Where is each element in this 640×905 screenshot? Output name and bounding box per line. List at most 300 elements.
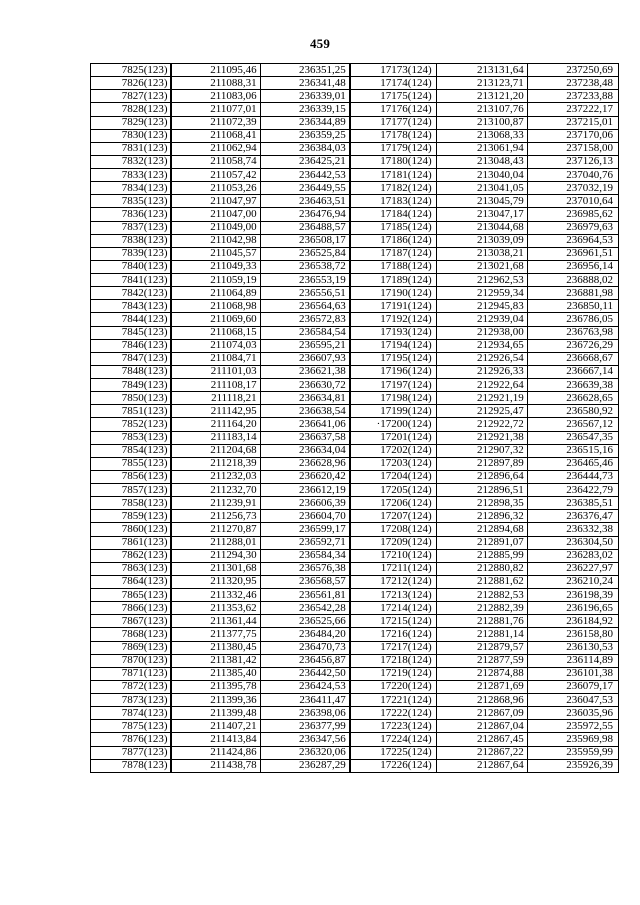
right-x-coordinate-cell: 212926,54: [436, 352, 527, 365]
left-y-coordinate-cell: 236607,93: [260, 352, 350, 365]
left-x-coordinate-cell: 211377,75: [171, 628, 261, 641]
table-row: [91, 103, 619, 116]
right-point-id-cell: 17215(124): [350, 615, 436, 628]
right-y-coordinate-cell: 236130,53: [527, 641, 618, 654]
left-x-coordinate-cell: 211047,97: [171, 195, 261, 208]
left-x-coordinate-cell: 211288,01: [171, 536, 261, 549]
left-y-coordinate-cell: 236604,70: [260, 510, 350, 523]
left-point-id-cell: 7835(123): [91, 195, 171, 208]
table-row: [91, 589, 619, 602]
left-y-coordinate-cell: 236538,72: [260, 260, 350, 273]
right-point-id-cell: 17186(124): [350, 234, 436, 247]
right-x-coordinate-cell: 212922,64: [436, 379, 527, 392]
left-x-coordinate-cell: 211353,62: [171, 602, 261, 615]
right-point-id-cell: 17188(124): [350, 260, 436, 273]
left-x-coordinate-cell: 211270,87: [171, 523, 261, 536]
right-y-coordinate-cell: 237233,88: [527, 90, 618, 103]
table-row: [91, 457, 619, 470]
right-point-id-cell: 17201(124): [350, 431, 436, 444]
right-y-coordinate-cell: 237170,06: [527, 129, 618, 142]
left-y-coordinate-cell: 236463,51: [260, 195, 350, 208]
right-x-coordinate-cell: 212896,64: [436, 470, 527, 483]
left-y-coordinate-cell: 236476,94: [260, 208, 350, 221]
left-x-coordinate-cell: 211077,01: [171, 103, 261, 116]
left-point-id-cell: 7862(123): [91, 549, 171, 562]
right-point-id-cell: 17195(124): [350, 352, 436, 365]
left-x-coordinate-cell: 211183,14: [171, 431, 261, 444]
right-y-coordinate-cell: 236888,02: [527, 274, 618, 287]
right-point-id-cell: 17209(124): [350, 536, 436, 549]
table-row: [91, 536, 619, 549]
table-row: [91, 64, 619, 77]
left-x-coordinate-cell: 211053,26: [171, 182, 261, 195]
right-x-coordinate-cell: 212879,57: [436, 641, 527, 654]
table-row: [91, 549, 619, 562]
right-point-id-cell: 17202(124): [350, 444, 436, 457]
left-y-coordinate-cell: 236488,57: [260, 221, 350, 234]
left-x-coordinate-cell: 211301,68: [171, 562, 261, 575]
table-row: [91, 169, 619, 182]
left-x-coordinate-cell: 211380,45: [171, 641, 261, 654]
table-row: [91, 562, 619, 575]
right-y-coordinate-cell: 236198,39: [527, 589, 618, 602]
left-x-coordinate-cell: 211424,86: [171, 746, 261, 759]
left-point-id-cell: 7864(123): [91, 575, 171, 588]
right-x-coordinate-cell: 212894,68: [436, 523, 527, 536]
left-x-coordinate-cell: 211049,00: [171, 221, 261, 234]
table-row: [91, 313, 619, 326]
left-y-coordinate-cell: 236561,81: [260, 589, 350, 602]
right-x-coordinate-cell: 213041,05: [436, 182, 527, 195]
right-point-id-cell: 17207(124): [350, 510, 436, 523]
right-x-coordinate-cell: 212898,35: [436, 497, 527, 510]
left-x-coordinate-cell: 211062,94: [171, 142, 261, 155]
right-point-id-cell: 17220(124): [350, 680, 436, 693]
right-x-coordinate-cell: 212882,39: [436, 602, 527, 615]
left-y-coordinate-cell: 236456,87: [260, 654, 350, 667]
right-y-coordinate-cell: 235972,55: [527, 720, 618, 733]
right-point-id-cell: 17217(124): [350, 641, 436, 654]
right-y-coordinate-cell: 235926,39: [527, 759, 618, 772]
left-y-coordinate-cell: 236637,58: [260, 431, 350, 444]
left-point-id-cell: 7856(123): [91, 470, 171, 483]
left-point-id-cell: 7857(123): [91, 484, 171, 497]
right-x-coordinate-cell: 213100,87: [436, 116, 527, 129]
left-y-coordinate-cell: 236620,42: [260, 470, 350, 483]
right-y-coordinate-cell: 237222,17: [527, 103, 618, 116]
right-point-id-cell: 17178(124): [350, 129, 436, 142]
left-y-coordinate-cell: 236606,39: [260, 497, 350, 510]
table-row: [91, 602, 619, 615]
left-point-id-cell: 7839(123): [91, 247, 171, 260]
left-x-coordinate-cell: 211218,39: [171, 457, 261, 470]
left-point-id-cell: 7877(123): [91, 746, 171, 759]
table-row: [91, 615, 619, 628]
table-row: [91, 497, 619, 510]
right-x-coordinate-cell: 213048,43: [436, 155, 527, 168]
left-point-id-cell: 7878(123): [91, 759, 171, 772]
left-point-id-cell: 7865(123): [91, 589, 171, 602]
right-point-id-cell: 17199(124): [350, 405, 436, 418]
table-row: [91, 77, 619, 90]
left-point-id-cell: 7859(123): [91, 510, 171, 523]
left-x-coordinate-cell: 211068,98: [171, 300, 261, 313]
left-y-coordinate-cell: 236542,28: [260, 602, 350, 615]
right-point-id-cell: 17196(124): [350, 365, 436, 378]
left-x-coordinate-cell: 211332,46: [171, 589, 261, 602]
right-y-coordinate-cell: 237238,48: [527, 77, 618, 90]
right-x-coordinate-cell: 212962,53: [436, 274, 527, 287]
right-x-coordinate-cell: 212907,32: [436, 444, 527, 457]
left-x-coordinate-cell: 211232,03: [171, 470, 261, 483]
table-row: [91, 680, 619, 693]
right-x-coordinate-cell: 213040,04: [436, 169, 527, 182]
right-y-coordinate-cell: 236964,53: [527, 234, 618, 247]
right-y-coordinate-cell: 236227,97: [527, 562, 618, 575]
table-row: [91, 142, 619, 155]
right-y-coordinate-cell: 236850,11: [527, 300, 618, 313]
right-y-coordinate-cell: 236184,92: [527, 615, 618, 628]
left-x-coordinate-cell: 211232,70: [171, 484, 261, 497]
left-y-coordinate-cell: 236442,53: [260, 169, 350, 182]
right-x-coordinate-cell: 212877,59: [436, 654, 527, 667]
right-x-coordinate-cell: 213021,68: [436, 260, 527, 273]
right-y-coordinate-cell: 236726,29: [527, 339, 618, 352]
left-point-id-cell: 7866(123): [91, 602, 171, 615]
left-point-id-cell: 7850(123): [91, 392, 171, 405]
left-point-id-cell: 7873(123): [91, 694, 171, 707]
left-y-coordinate-cell: 236628,96: [260, 457, 350, 470]
right-point-id-cell: 17180(124): [350, 155, 436, 168]
left-y-coordinate-cell: 236359,25: [260, 129, 350, 142]
left-y-coordinate-cell: 236449,55: [260, 182, 350, 195]
left-point-id-cell: 7861(123): [91, 536, 171, 549]
table-row: [91, 182, 619, 195]
left-point-id-cell: 7840(123): [91, 260, 171, 273]
right-point-id-cell: 17226(124): [350, 759, 436, 772]
left-x-coordinate-cell: 211057,42: [171, 169, 261, 182]
table-row: [91, 641, 619, 654]
left-y-coordinate-cell: 236287,29: [260, 759, 350, 772]
right-y-coordinate-cell: 236639,38: [527, 379, 618, 392]
left-x-coordinate-cell: 211047,00: [171, 208, 261, 221]
table-row: [91, 733, 619, 746]
left-point-id-cell: 7847(123): [91, 352, 171, 365]
left-point-id-cell: 7875(123): [91, 720, 171, 733]
right-point-id-cell: 17210(124): [350, 549, 436, 562]
right-x-coordinate-cell: 212938,00: [436, 326, 527, 339]
table-row: [91, 274, 619, 287]
left-point-id-cell: 7870(123): [91, 654, 171, 667]
right-y-coordinate-cell: 236667,14: [527, 365, 618, 378]
left-x-coordinate-cell: 211361,44: [171, 615, 261, 628]
table-row: [91, 470, 619, 483]
left-y-coordinate-cell: 236339,01: [260, 90, 350, 103]
right-point-id-cell: 17192(124): [350, 313, 436, 326]
left-x-coordinate-cell: 211142,95: [171, 405, 261, 418]
right-point-id-cell: 17179(124): [350, 142, 436, 155]
right-y-coordinate-cell: 236786,05: [527, 313, 618, 326]
right-x-coordinate-cell: 212922,72: [436, 418, 527, 431]
right-x-coordinate-cell: 212925,47: [436, 405, 527, 418]
left-point-id-cell: 7829(123): [91, 116, 171, 129]
left-point-id-cell: 7855(123): [91, 457, 171, 470]
right-point-id-cell: 17189(124): [350, 274, 436, 287]
right-x-coordinate-cell: 212897,89: [436, 457, 527, 470]
right-y-coordinate-cell: 236114,89: [527, 654, 618, 667]
left-point-id-cell: 7868(123): [91, 628, 171, 641]
left-x-coordinate-cell: 211438,78: [171, 759, 261, 772]
right-point-id-cell: 17224(124): [350, 733, 436, 746]
left-y-coordinate-cell: 236599,17: [260, 523, 350, 536]
table-row: [91, 759, 619, 772]
left-x-coordinate-cell: 211407,21: [171, 720, 261, 733]
left-x-coordinate-cell: 211385,40: [171, 667, 261, 680]
left-y-coordinate-cell: 236584,34: [260, 549, 350, 562]
right-y-coordinate-cell: 236881,98: [527, 287, 618, 300]
right-x-coordinate-cell: 213107,76: [436, 103, 527, 116]
left-point-id-cell: 7837(123): [91, 221, 171, 234]
table-row: [91, 195, 619, 208]
right-point-id-cell: 17203(124): [350, 457, 436, 470]
left-y-coordinate-cell: 236351,25: [260, 64, 350, 77]
right-x-coordinate-cell: 212945,83: [436, 300, 527, 313]
right-x-coordinate-cell: 213061,94: [436, 142, 527, 155]
left-point-id-cell: 7831(123): [91, 142, 171, 155]
left-x-coordinate-cell: 211045,57: [171, 247, 261, 260]
left-y-coordinate-cell: 236398,06: [260, 707, 350, 720]
left-x-coordinate-cell: 211084,71: [171, 352, 261, 365]
left-y-coordinate-cell: 236425,21: [260, 155, 350, 168]
right-x-coordinate-cell: 212921,38: [436, 431, 527, 444]
left-x-coordinate-cell: 211069,60: [171, 313, 261, 326]
right-point-id-cell: 17173(124): [350, 64, 436, 77]
left-y-coordinate-cell: 236424,53: [260, 680, 350, 693]
left-point-id-cell: 7827(123): [91, 90, 171, 103]
left-point-id-cell: 7851(123): [91, 405, 171, 418]
left-point-id-cell: 7830(123): [91, 129, 171, 142]
table-row: [91, 352, 619, 365]
right-x-coordinate-cell: 212881,76: [436, 615, 527, 628]
right-point-id-cell: 17218(124): [350, 654, 436, 667]
right-y-coordinate-cell: 236668,67: [527, 352, 618, 365]
table-row: [91, 418, 619, 431]
right-y-coordinate-cell: 237250,69: [527, 64, 618, 77]
left-point-id-cell: 7844(123): [91, 313, 171, 326]
table-row: [91, 484, 619, 497]
left-y-coordinate-cell: 236553,19: [260, 274, 350, 287]
right-x-coordinate-cell: 212867,22: [436, 746, 527, 759]
left-y-coordinate-cell: 236564,63: [260, 300, 350, 313]
right-y-coordinate-cell: 236101,38: [527, 667, 618, 680]
left-point-id-cell: 7826(123): [91, 77, 171, 90]
left-x-coordinate-cell: 211413,84: [171, 733, 261, 746]
left-y-coordinate-cell: 236634,81: [260, 392, 350, 405]
right-y-coordinate-cell: 236628,65: [527, 392, 618, 405]
left-y-coordinate-cell: 236634,04: [260, 444, 350, 457]
table-row: [91, 116, 619, 129]
left-y-coordinate-cell: 236638,54: [260, 405, 350, 418]
right-x-coordinate-cell: 213038,21: [436, 247, 527, 260]
left-point-id-cell: 7867(123): [91, 615, 171, 628]
right-x-coordinate-cell: 212885,99: [436, 549, 527, 562]
right-y-coordinate-cell: 235969,98: [527, 733, 618, 746]
left-x-coordinate-cell: 211399,36: [171, 694, 261, 707]
left-y-coordinate-cell: 236377,99: [260, 720, 350, 733]
right-x-coordinate-cell: 212881,14: [436, 628, 527, 641]
right-point-id-cell: 17194(124): [350, 339, 436, 352]
right-x-coordinate-cell: 212868,96: [436, 694, 527, 707]
left-x-coordinate-cell: 211108,17: [171, 379, 261, 392]
left-point-id-cell: 7833(123): [91, 169, 171, 182]
right-point-id-cell: 17182(124): [350, 182, 436, 195]
table-row: [91, 523, 619, 536]
right-point-id-cell: 17191(124): [350, 300, 436, 313]
left-x-coordinate-cell: 211118,21: [171, 392, 261, 405]
right-x-coordinate-cell: 212881,62: [436, 575, 527, 588]
right-x-coordinate-cell: 212896,51: [436, 484, 527, 497]
right-x-coordinate-cell: 213044,68: [436, 221, 527, 234]
left-y-coordinate-cell: 236525,66: [260, 615, 350, 628]
table-row: [91, 155, 619, 168]
right-point-id-cell: 17212(124): [350, 575, 436, 588]
right-x-coordinate-cell: 213068,33: [436, 129, 527, 142]
left-point-id-cell: 7848(123): [91, 365, 171, 378]
right-x-coordinate-cell: 212959,34: [436, 287, 527, 300]
right-point-id-cell: 17208(124): [350, 523, 436, 536]
right-point-id-cell: 17221(124): [350, 694, 436, 707]
right-point-id-cell: 17223(124): [350, 720, 436, 733]
right-y-coordinate-cell: 236979,63: [527, 221, 618, 234]
left-x-coordinate-cell: 211083,06: [171, 90, 261, 103]
table-row: [91, 379, 619, 392]
left-y-coordinate-cell: 236339,15: [260, 103, 350, 116]
left-y-coordinate-cell: 236621,38: [260, 365, 350, 378]
right-x-coordinate-cell: 212880,82: [436, 562, 527, 575]
left-point-id-cell: 7869(123): [91, 641, 171, 654]
left-x-coordinate-cell: 211320,95: [171, 575, 261, 588]
right-y-coordinate-cell: 237215,01: [527, 116, 618, 129]
right-x-coordinate-cell: 212882,53: [436, 589, 527, 602]
table-row: [91, 444, 619, 457]
right-y-coordinate-cell: 237010,64: [527, 195, 618, 208]
table-row: [91, 208, 619, 221]
right-y-coordinate-cell: 237032,19: [527, 182, 618, 195]
right-point-id-cell: 17187(124): [350, 247, 436, 260]
right-point-id-cell: 17216(124): [350, 628, 436, 641]
right-y-coordinate-cell: 236547,35: [527, 431, 618, 444]
left-x-coordinate-cell: 211256,73: [171, 510, 261, 523]
right-point-id-cell: 17197(124): [350, 379, 436, 392]
table-row: [91, 234, 619, 247]
left-y-coordinate-cell: 236442,50: [260, 667, 350, 680]
right-y-coordinate-cell: 236385,51: [527, 497, 618, 510]
right-point-id-cell: 17213(124): [350, 589, 436, 602]
left-y-coordinate-cell: 236630,72: [260, 379, 350, 392]
right-point-id-cell: 17198(124): [350, 392, 436, 405]
right-point-id-cell: 17204(124): [350, 470, 436, 483]
left-point-id-cell: 7836(123): [91, 208, 171, 221]
left-point-id-cell: 7871(123): [91, 667, 171, 680]
right-y-coordinate-cell: 236961,51: [527, 247, 618, 260]
left-x-coordinate-cell: 211294,30: [171, 549, 261, 562]
left-point-id-cell: 7849(123): [91, 379, 171, 392]
left-x-coordinate-cell: 211395,78: [171, 680, 261, 693]
left-y-coordinate-cell: 236411,47: [260, 694, 350, 707]
right-y-coordinate-cell: 237126,13: [527, 155, 618, 168]
left-y-coordinate-cell: 236612,19: [260, 484, 350, 497]
table-row: [91, 405, 619, 418]
left-point-id-cell: 7832(123): [91, 155, 171, 168]
right-x-coordinate-cell: 212891,07: [436, 536, 527, 549]
right-point-id-cell: 17177(124): [350, 116, 436, 129]
right-point-id-cell: 17193(124): [350, 326, 436, 339]
coordinate-table-body: [91, 64, 619, 773]
table-row: [91, 326, 619, 339]
left-y-coordinate-cell: 236568,57: [260, 575, 350, 588]
left-x-coordinate-cell: 211204,68: [171, 444, 261, 457]
right-y-coordinate-cell: 236035,96: [527, 707, 618, 720]
right-y-coordinate-cell: 236465,46: [527, 457, 618, 470]
left-x-coordinate-cell: 211399,48: [171, 707, 261, 720]
right-x-coordinate-cell: 212939,04: [436, 313, 527, 326]
left-point-id-cell: 7846(123): [91, 339, 171, 352]
table-row: [91, 260, 619, 273]
left-x-coordinate-cell: 211074,03: [171, 339, 261, 352]
left-point-id-cell: 7874(123): [91, 707, 171, 720]
left-point-id-cell: 7825(123): [91, 64, 171, 77]
table-row: [91, 510, 619, 523]
table-row: [91, 431, 619, 444]
right-y-coordinate-cell: 236376,47: [527, 510, 618, 523]
left-point-id-cell: 7828(123): [91, 103, 171, 116]
left-point-id-cell: 7854(123): [91, 444, 171, 457]
left-x-coordinate-cell: 211068,15: [171, 326, 261, 339]
left-point-id-cell: 7876(123): [91, 733, 171, 746]
left-point-id-cell: 7841(123): [91, 274, 171, 287]
right-x-coordinate-cell: 212896,32: [436, 510, 527, 523]
right-point-id-cell: 17225(124): [350, 746, 436, 759]
left-y-coordinate-cell: 236641,06: [260, 418, 350, 431]
right-y-coordinate-cell: 236567,12: [527, 418, 618, 431]
right-point-id-cell: 17206(124): [350, 497, 436, 510]
left-y-coordinate-cell: 236584,54: [260, 326, 350, 339]
right-x-coordinate-cell: 212867,09: [436, 707, 527, 720]
right-point-id-cell: 17205(124): [350, 484, 436, 497]
right-x-coordinate-cell: 213121,20: [436, 90, 527, 103]
right-x-coordinate-cell: 213131,64: [436, 64, 527, 77]
right-point-id-cell: 17176(124): [350, 103, 436, 116]
table-row: [91, 667, 619, 680]
left-point-id-cell: 7863(123): [91, 562, 171, 575]
right-y-coordinate-cell: 236210,24: [527, 575, 618, 588]
right-point-id-cell: 17184(124): [350, 208, 436, 221]
left-x-coordinate-cell: 211059,19: [171, 274, 261, 287]
right-x-coordinate-cell: 213039,09: [436, 234, 527, 247]
left-point-id-cell: 7853(123): [91, 431, 171, 444]
right-point-id-cell: ·17200(124): [350, 418, 436, 431]
left-point-id-cell: 7845(123): [91, 326, 171, 339]
table-row: [91, 365, 619, 378]
table-row: [91, 247, 619, 260]
right-y-coordinate-cell: 236047,53: [527, 694, 618, 707]
left-point-id-cell: 7860(123): [91, 523, 171, 536]
left-x-coordinate-cell: 211164,20: [171, 418, 261, 431]
right-x-coordinate-cell: 212926,33: [436, 365, 527, 378]
right-y-coordinate-cell: 236515,16: [527, 444, 618, 457]
right-point-id-cell: 17219(124): [350, 667, 436, 680]
right-x-coordinate-cell: 212871,69: [436, 680, 527, 693]
